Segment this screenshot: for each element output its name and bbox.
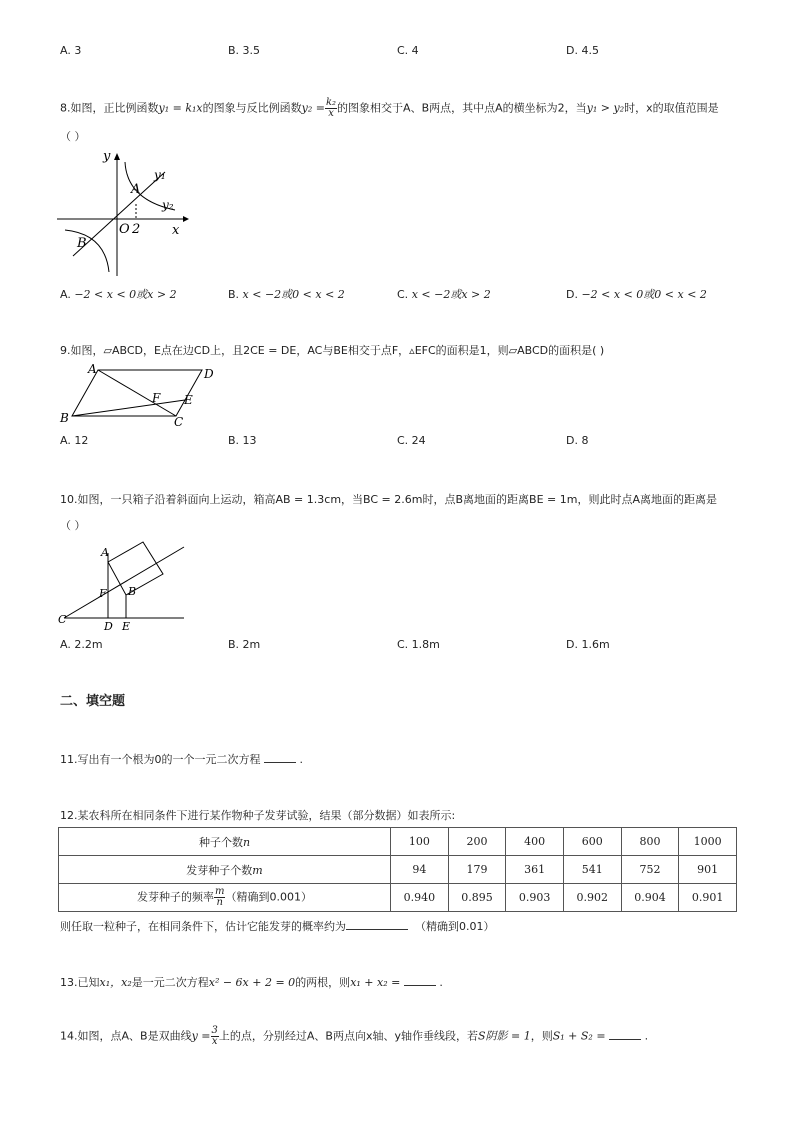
q13-stem: 13.已知x₁，x₂是一元二次方程x² − 6x + 2 = 0的两根，则x₁ + x₂ = .	[60, 976, 443, 989]
q10-label-a: A	[101, 546, 109, 559]
q8-label-o: O	[119, 222, 130, 237]
row-label-n: 种子个数n	[59, 828, 391, 856]
q8-hyperbola-lower	[65, 230, 109, 272]
q8-condition: y₁ > y₂	[586, 101, 625, 115]
q14-stem: 14.如图，点A、B是双曲线y = $\frac{3}{x}$ 上的点，分别经过A、B两点向x轴、y轴作垂线段，若S阴影 = 1，则S₁ + S₂ = .	[60, 1025, 649, 1047]
cell: 0.901	[679, 884, 737, 912]
q8-label-b: B	[77, 236, 87, 251]
q8-line-y1	[73, 172, 165, 256]
q9-label-f: F	[152, 391, 161, 405]
q8-y-arrow	[114, 153, 120, 160]
q9-option-c: C. 24	[397, 434, 426, 447]
cell: 541	[563, 856, 621, 884]
cell: 0.902	[563, 884, 621, 912]
q8-option-a: A. −2 < x < 0或x > 2	[60, 288, 177, 301]
q10-option-b: B. 2m	[228, 638, 261, 651]
q13-blank[interactable]	[404, 975, 436, 986]
cell: 800	[621, 828, 679, 856]
table-row	[59, 856, 737, 884]
q8-fraction: $\frac{\text{k₂}}{x}$	[325, 97, 337, 119]
q8-label-x: x	[172, 223, 180, 238]
q12-after: 则任取一粒种子，在相同条件下，估计它能发芽的概率约为 （精确到0.01）	[60, 920, 495, 933]
q10-label-b: B	[128, 585, 137, 598]
q10-label-f: F	[99, 587, 107, 600]
table-row	[59, 884, 737, 912]
q8-paren: （ ）	[60, 130, 86, 143]
q7-option-a: A. 3	[60, 44, 82, 57]
q9-stem: 9.如图，▱ABCD，E点在边CD上，且2CE = DE，AC与BE相交于点F，▵EFC的面积是1，则▱ABCD的面积是( )	[60, 344, 605, 357]
q8-option-d: D. −2 < x < 0或0 < x < 2	[566, 288, 707, 301]
q8-option-b: B. x < −2或0 < x < 2	[228, 288, 345, 301]
q10-label-d: D	[104, 620, 113, 632]
q10-figure	[56, 534, 192, 632]
cell: 600	[563, 828, 621, 856]
q7-option-c: C. 4	[397, 44, 419, 57]
q7-option-b: B. 3.5	[228, 44, 261, 57]
cell: 901	[679, 856, 737, 884]
row-label-freq: 发芽种子的频率 $\frac{m}{n}$ （精确到0.001）	[59, 884, 391, 912]
q8-label-a: A	[131, 182, 141, 197]
q8-text-4: 时，x的取值范围是	[624, 101, 719, 115]
table-row	[59, 828, 737, 856]
row-label-m: 发芽种子个数m	[59, 856, 391, 884]
q9-option-a: A. 12	[60, 434, 89, 447]
cell: 200	[448, 828, 506, 856]
q10-stem: 10.如图，一只箱子沿着斜面向上运动，箱高AB = 1.3cm，当BC = 2.6m时，点B离地面的距离BE = 1m，则此时点A离地面的距离是	[60, 493, 717, 506]
q9-option-d: D. 8	[566, 434, 589, 447]
cell: 179	[448, 856, 506, 884]
q8-stem	[60, 98, 719, 119]
q9-figure	[58, 362, 218, 430]
cell: 752	[621, 856, 679, 884]
cell: 0.895	[448, 884, 506, 912]
cell: 361	[506, 856, 564, 884]
cell: 1000	[679, 828, 737, 856]
q9-label-b: B	[60, 411, 69, 425]
q7-option-d: D. 4.5	[566, 44, 599, 57]
q12-table	[58, 827, 737, 912]
q9-label-e: E	[184, 393, 193, 407]
q9-diagonal-ac	[98, 370, 176, 416]
q8-label-y: y	[103, 149, 111, 164]
q8-label-y1: y₁	[154, 168, 166, 182]
q10-slope	[64, 547, 184, 618]
cell: 0.903	[506, 884, 564, 912]
q9-label-a: A	[88, 362, 97, 376]
q8-figure	[55, 148, 195, 280]
q9-label-d: D	[204, 367, 214, 381]
q8-x-arrow	[183, 216, 189, 222]
q9-label-c: C	[174, 415, 184, 429]
cell: 100	[391, 828, 449, 856]
cell: 0.940	[391, 884, 449, 912]
q9-option-b: B. 13	[228, 434, 257, 447]
q8-y2-lhs: y₂ =	[301, 101, 325, 115]
q10-label-c: C	[58, 613, 67, 626]
q11-stem: 11.写出有一个根为0的一个一元二次方程 .	[60, 753, 303, 766]
q12-blank[interactable]	[346, 919, 408, 930]
q11-blank[interactable]	[264, 752, 296, 763]
q8-text-3: 的图象相交于A、B两点，其中点A的横坐标为2，当	[337, 101, 587, 115]
q8-label-y2: y₂	[162, 198, 174, 212]
cell: 94	[391, 856, 449, 884]
q8-label-two: 2	[132, 222, 141, 237]
q14-blank[interactable]	[609, 1029, 641, 1040]
q8-text-1: 8.如图，正比例函数	[60, 101, 159, 115]
q10-option-c: C. 1.8m	[397, 638, 440, 651]
cell: 400	[506, 828, 564, 856]
q8-y1-expr: y₁ = k₁x	[158, 101, 203, 115]
q9-segment-be	[72, 400, 185, 416]
q12-stem: 12.某农科所在相同条件下进行某作物种子发芽试验，结果（部分数据）如表所示:	[60, 809, 456, 822]
q10-paren: （ ）	[60, 519, 86, 532]
q8-text-2: 的图象与反比例函数	[202, 101, 302, 115]
q10-option-d: D. 1.6m	[566, 638, 610, 651]
q10-option-a: A. 2.2m	[60, 638, 103, 651]
q14-fraction: $\frac{3}{x}$	[211, 1025, 218, 1047]
section-heading: 二、填空题	[60, 694, 126, 709]
cell: 0.904	[621, 884, 679, 912]
q10-label-e: E	[122, 620, 131, 632]
q8-option-c: C. x < −2或x > 2	[397, 288, 491, 301]
